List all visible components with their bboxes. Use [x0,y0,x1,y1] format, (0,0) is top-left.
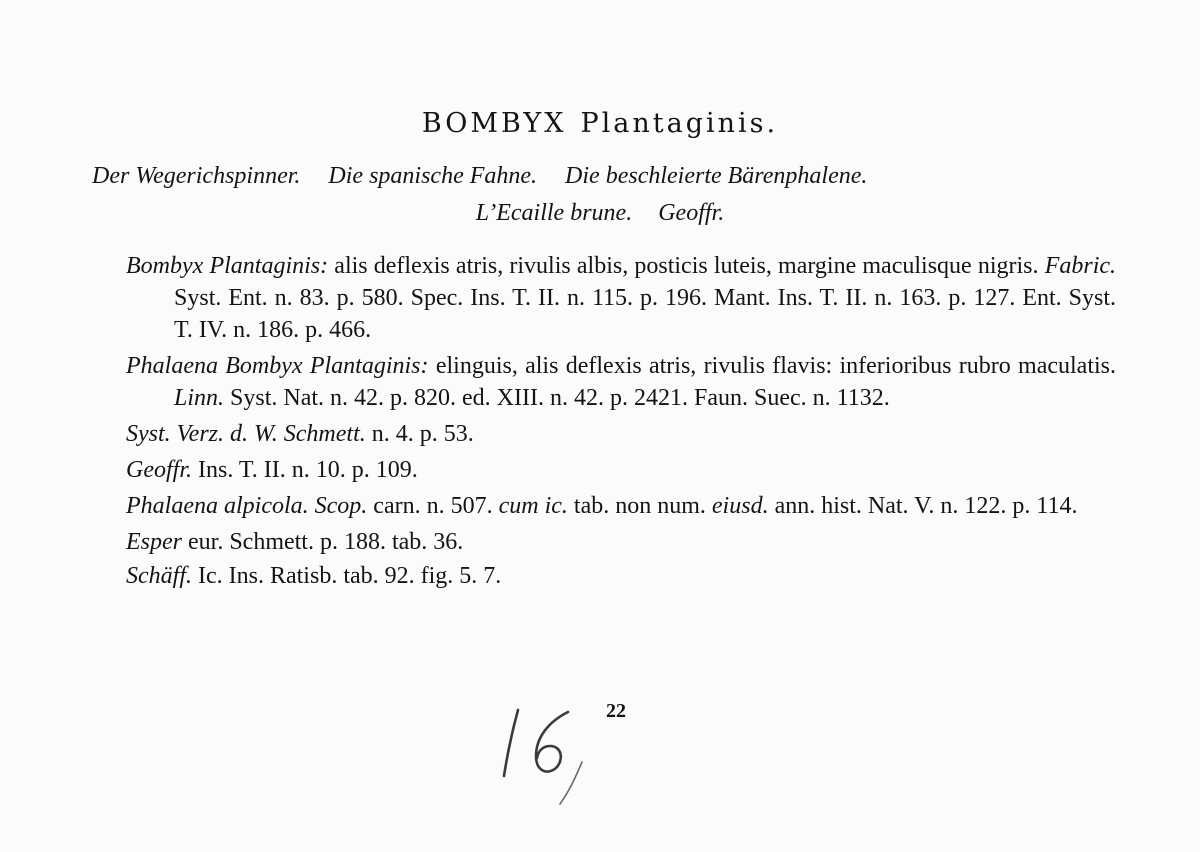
french-name-author: Geoffr. [658,200,725,226]
reference-note: cum ic. [498,493,568,519]
reference-entry-esper [126,526,1116,558]
title-species: Plantaginis. [580,108,779,139]
reference-lead: Phalaena Bombyx Plantaginis: [126,353,429,379]
synonymy-references [126,250,1116,594]
reference-citation: Syst. Ent. n. 83. p. 580. Spec. Ins. T. II. n. 115. p. 196. Mant. Ins. T. II. n. 163. p. 127. Ent. Syst. T. IV. n. 186. p. 466. [174,285,1116,343]
vernacular-name-3: Die beschleierte Bärenphalene. [565,163,868,189]
reference-entry-schaeffer [126,560,1116,592]
reference-lead: Syst. Verz. d. W. Schmett. [126,421,366,447]
reference-citation-3: ann. hist. Nat. V. n. 122. p. 114. [774,493,1078,519]
reference-diagnosis: elinguis, alis deflexis atris, rivulis flavis: inferioribus rubro maculatis. [435,353,1117,379]
reference-lead: Bombyx Plantaginis: [126,253,329,279]
vernacular-names-line2 [0,200,1200,227]
reference-entry-scopoli [126,490,1116,522]
reference-citation: eur. Schmett. p. 188. tab. 36. [188,529,464,555]
reference-citation-2: tab. non num. [573,493,706,519]
reference-entry-linnaeus [126,350,1116,414]
reference-citation: Ic. Ins. Ratisb. tab. 92. fig. 5. 7. [198,563,502,589]
page-title [0,108,1200,139]
reference-diagnosis: alis deflexis atris, rivulis albis, posticis luteis, margine maculisque nigris. [334,253,1039,279]
reference-citation: carn. n. 507. [373,493,493,519]
reference-author: Linn. [174,385,225,411]
reference-lead: Geoffr. [126,457,192,483]
reference-citation: Ins. T. II. n. 10. p. 109. [198,457,418,483]
page-number: 22 [606,700,626,722]
reference-lead: Phalaena alpicola. [126,493,309,519]
handwritten-mark [490,698,600,812]
french-name: L’Ecaille brune. [475,200,633,226]
title-genus: BOMBYX [421,108,567,139]
handwritten-mark-drawing [490,698,600,808]
reference-note-2: eiusd. [711,493,769,519]
reference-author: Scop. [314,493,368,519]
reference-entry-geoffroy [126,454,1116,486]
vernacular-name-1: Der Wegerichspinner. [92,163,301,189]
reference-entry-fabricius [126,250,1116,346]
reference-lead: Schäff. [126,563,192,589]
vernacular-name-2: Die spanische Fahne. [328,163,538,189]
vernacular-names [92,163,1122,190]
reference-citation: Syst. Nat. n. 42. p. 820. ed. XIII. n. 42. p. 2421. Faun. Suec. n. 1132. [230,385,890,411]
reference-entry-systematisches-verzeichnis [126,418,1116,450]
reference-author: Fabric. [1044,253,1117,279]
reference-lead: Esper [126,529,182,555]
reference-citation: n. 4. p. 53. [371,421,474,447]
